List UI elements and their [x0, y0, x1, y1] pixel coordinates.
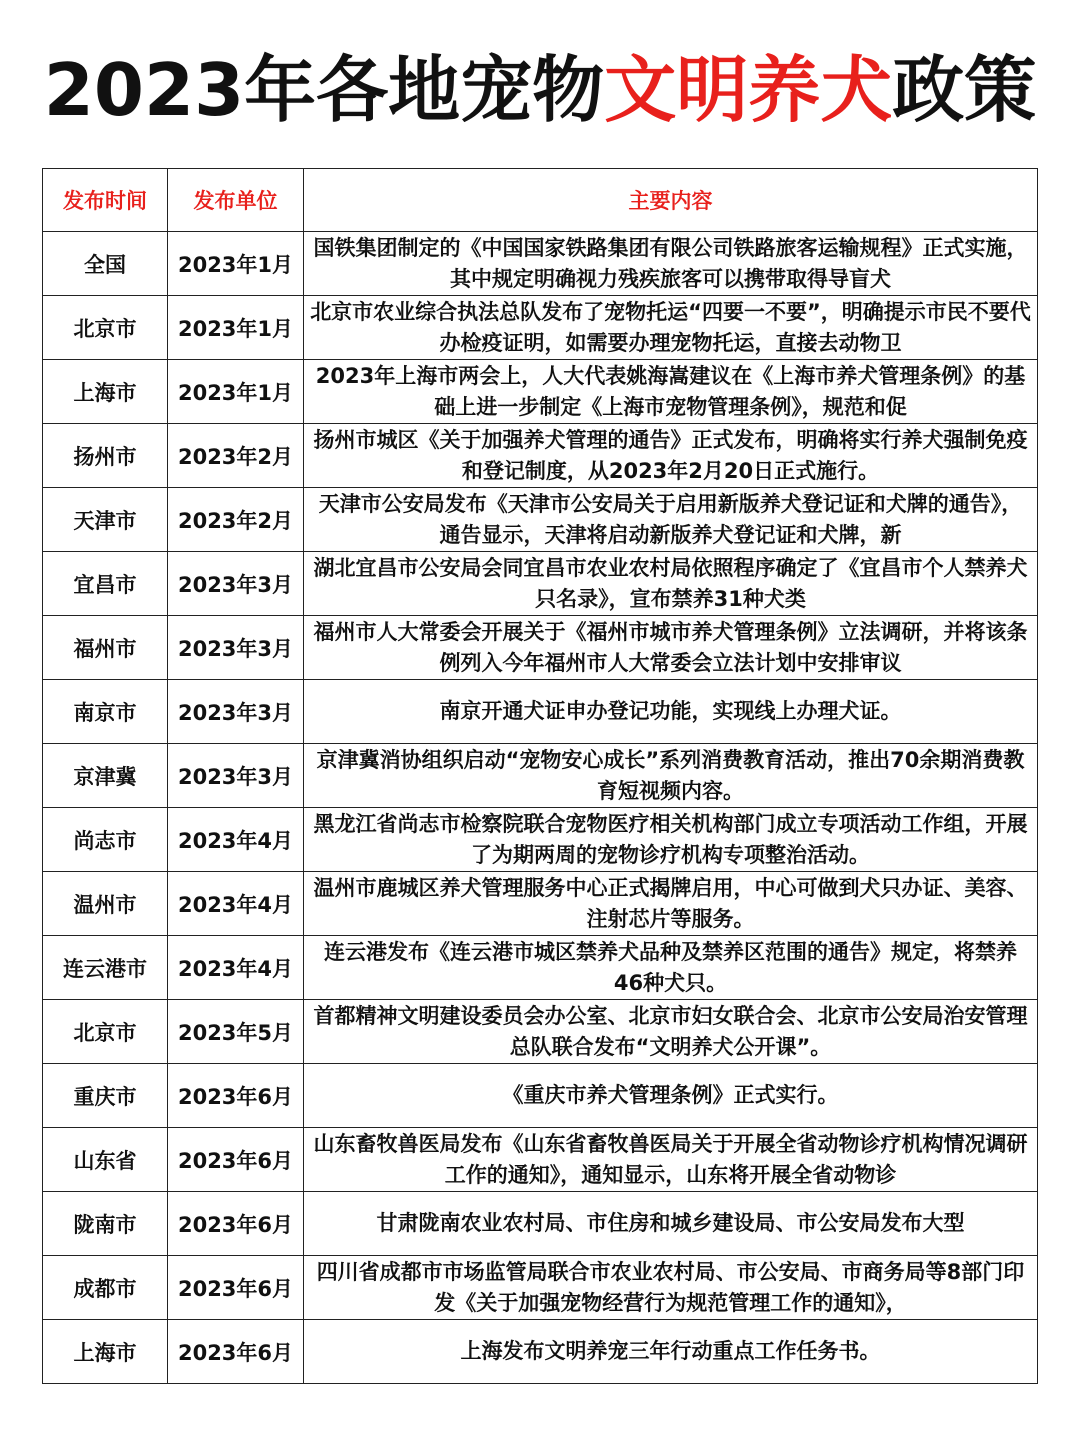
table-row	[43, 1064, 1038, 1128]
cell-place: 南京市	[43, 680, 168, 744]
cell-date: 2023年6月	[168, 1064, 304, 1128]
cell-content-text: 国铁集团制定的《中国国家铁路集团有限公司铁路旅客运输规程》正式实施，其中规定明确视力残疾旅客可以携带取得导盲犬	[313, 235, 1028, 291]
header-content: 主要内容	[304, 169, 1038, 232]
cell-content	[304, 1256, 1038, 1320]
cell-place: 温州市	[43, 872, 168, 936]
cell-date: 2023年6月	[168, 1192, 304, 1256]
cell-place: 京津冀	[43, 744, 168, 808]
cell-content	[304, 1128, 1038, 1192]
cell-content-text: 甘肃陇南农业农村局、市住房和城乡建设局、市公安局发布大型	[376, 1211, 965, 1235]
cell-place: 尚志市	[43, 808, 168, 872]
table-row	[43, 232, 1038, 296]
cell-content-text: 《重庆市养犬管理条例》正式实行。	[502, 1083, 839, 1107]
table-row	[43, 1000, 1038, 1064]
cell-content-text: 天津市公安局发布《天津市公安局关于启用新版养犬登记证和犬牌的通告》，通告显示，天津将启动新版养犬登记证和犬牌，新	[318, 491, 1023, 547]
cell-content-text: 山东畜牧兽医局发布《山东省畜牧兽医局关于开展全省动物诊疗机构情况调研工作的通知》，通知显示，山东将开展全省动物诊	[313, 1131, 1028, 1187]
cell-date: 2023年1月	[168, 232, 304, 296]
cell-place: 上海市	[43, 1320, 168, 1384]
cell-place: 天津市	[43, 488, 168, 552]
page-title	[0, 42, 1080, 138]
cell-content-text: 南京开通犬证申办登记功能，实现线上办理犬证。	[439, 699, 902, 723]
cell-place: 北京市	[43, 1000, 168, 1064]
cell-date: 2023年4月	[168, 936, 304, 1000]
cell-place: 福州市	[43, 616, 168, 680]
table-body	[43, 232, 1038, 1384]
cell-date: 2023年6月	[168, 1256, 304, 1320]
cell-place: 全国	[43, 232, 168, 296]
table-row	[43, 936, 1038, 1000]
cell-content-text: 北京市农业综合执法总队发布了宠物托运“四要一不要”，明确提示市民不要代办检疫证明，如需要办理宠物托运，直接去动物卫	[310, 299, 1031, 355]
table-row	[43, 1256, 1038, 1320]
cell-date: 2023年5月	[168, 1000, 304, 1064]
cell-place: 重庆市	[43, 1064, 168, 1128]
cell-content-text: 连云港发布《连云港市城区禁养犬品种及禁养区范围的通告》规定，将禁养46种犬只。	[324, 939, 1017, 995]
cell-content	[304, 616, 1038, 680]
cell-date: 2023年4月	[168, 872, 304, 936]
cell-content-text: 京津冀消协组织启动“宠物安心成长”系列消费教育活动，推出70余期消费教育短视频内容。	[316, 747, 1025, 803]
title-tail: 政策	[892, 48, 1037, 132]
cell-content	[304, 1064, 1038, 1128]
cell-content	[304, 936, 1038, 1000]
cell-content-text: 首都精神文明建设委员会办公室、北京市妇女联合会、北京市公安局治安管理总队联合发布“文明养犬公开课”。	[313, 1003, 1028, 1059]
title-accent: 文明养犬	[604, 48, 893, 132]
cell-date: 2023年6月	[168, 1128, 304, 1192]
cell-content-text: 福州市人大常委会开展关于《福州市城市养犬管理条例》立法调研，并将该条例列入今年福州市人大常委会立法计划中安排审议	[313, 619, 1028, 675]
table-header-row	[43, 169, 1038, 232]
cell-content	[304, 872, 1038, 936]
cell-place: 宜昌市	[43, 552, 168, 616]
table-row	[43, 872, 1038, 936]
table-row	[43, 1320, 1038, 1384]
cell-content-text: 湖北宜昌市公安局会同宜昌市农业农村局依照程序确定了《宜昌市个人禁养犬只名录》，宣布禁养31种犬类	[313, 555, 1028, 611]
cell-content-text: 扬州市城区《关于加强养犬管理的通告》正式发布，明确将实行养犬强制免疫和登记制度，从2023年2月20日正式施行。	[313, 427, 1028, 483]
cell-date: 2023年2月	[168, 488, 304, 552]
table-row	[43, 424, 1038, 488]
cell-date: 2023年3月	[168, 680, 304, 744]
cell-place: 上海市	[43, 360, 168, 424]
table-row	[43, 1192, 1038, 1256]
policy-table	[42, 168, 1038, 1384]
table-row	[43, 616, 1038, 680]
cell-content	[304, 1000, 1038, 1064]
cell-place: 陇南市	[43, 1192, 168, 1256]
cell-content-text: 四川省成都市市场监管局联合市农业农村局、市公安局、市商务局等8部门印发《关于加强宠物经营行为规范管理工作的通知》，	[316, 1259, 1025, 1315]
cell-place: 连云港市	[43, 936, 168, 1000]
cell-content	[304, 296, 1038, 360]
cell-date: 2023年1月	[168, 296, 304, 360]
header-unit: 发布单位	[168, 169, 304, 232]
table-row	[43, 1128, 1038, 1192]
table-row	[43, 680, 1038, 744]
table-row	[43, 552, 1038, 616]
cell-content	[304, 360, 1038, 424]
cell-date: 2023年4月	[168, 808, 304, 872]
cell-place: 成都市	[43, 1256, 168, 1320]
cell-date: 2023年3月	[168, 744, 304, 808]
cell-content	[304, 680, 1038, 744]
table-row	[43, 296, 1038, 360]
cell-place: 扬州市	[43, 424, 168, 488]
table-row	[43, 744, 1038, 808]
cell-content-text: 上海发布文明养宠三年行动重点工作任务书。	[460, 1339, 881, 1363]
cell-date: 2023年2月	[168, 424, 304, 488]
cell-content-text: 2023年上海市两会上，人大代表姚海嵩建议在《上海市养犬管理条例》的基础上进一步制定《上海市宠物管理条例》，规范和促	[315, 363, 1026, 419]
cell-content	[304, 232, 1038, 296]
cell-content	[304, 1192, 1038, 1256]
cell-place: 北京市	[43, 296, 168, 360]
cell-content-text: 温州市鹿城区养犬管理服务中心正式揭牌启用，中心可做到犬只办证、美容、注射芯片等服务。	[313, 875, 1028, 931]
cell-date: 2023年1月	[168, 360, 304, 424]
cell-content	[304, 808, 1038, 872]
cell-date: 2023年3月	[168, 616, 304, 680]
cell-content	[304, 424, 1038, 488]
cell-content	[304, 552, 1038, 616]
cell-content	[304, 744, 1038, 808]
header-time: 发布时间	[43, 169, 168, 232]
cell-date: 2023年6月	[168, 1320, 304, 1384]
table-row	[43, 488, 1038, 552]
table-row	[43, 360, 1038, 424]
cell-place: 山东省	[43, 1128, 168, 1192]
cell-content	[304, 1320, 1038, 1384]
title-main: 2023年各地宠物	[43, 48, 605, 132]
table-row	[43, 808, 1038, 872]
cell-content	[304, 488, 1038, 552]
cell-date: 2023年3月	[168, 552, 304, 616]
cell-content-text: 黑龙江省尚志市检察院联合宠物医疗相关机构部门成立专项活动工作组，开展了为期两周的宠物诊疗机构专项整治活动。	[313, 811, 1028, 867]
